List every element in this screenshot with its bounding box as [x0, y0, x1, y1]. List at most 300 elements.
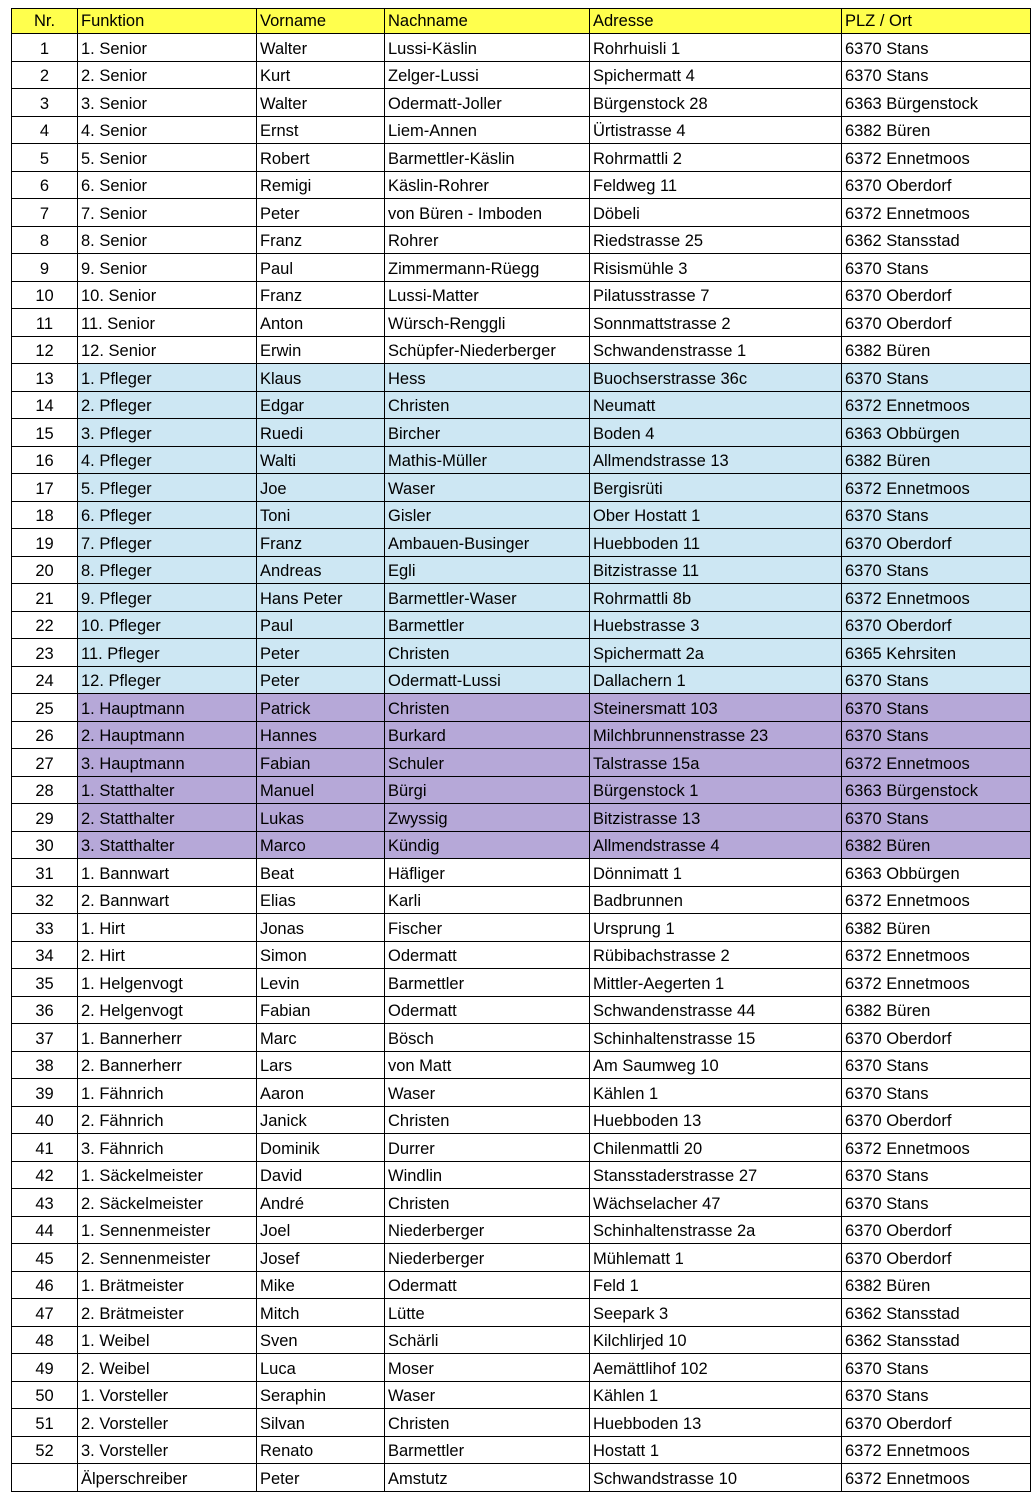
cell-nachname: Egli	[385, 556, 590, 584]
cell-funktion: 2. Sennenmeister	[78, 1244, 257, 1272]
cell-nr: 13	[12, 364, 78, 392]
cell-plz-ort: 6372 Ennetmoos	[842, 1134, 1031, 1162]
table-row	[12, 1381, 1031, 1409]
cell-nachname: Odermatt	[385, 941, 590, 969]
cell-funktion: 3. Pfleger	[78, 419, 257, 447]
cell-vorname: Joe	[257, 474, 385, 502]
cell-plz-ort: 6382 Büren	[842, 336, 1031, 364]
cell-vorname: Simon	[257, 941, 385, 969]
cell-plz-ort: 6370 Stans	[842, 804, 1031, 832]
header-nachname: Nachname	[385, 9, 590, 34]
cell-nr: 45	[12, 1244, 78, 1272]
cell-vorname: Ernst	[257, 116, 385, 144]
table-row	[12, 226, 1031, 254]
cell-vorname: Josef	[257, 1244, 385, 1272]
cell-adresse: Huebboden 13	[590, 1106, 842, 1134]
table-row	[12, 1216, 1031, 1244]
cell-nr: 21	[12, 584, 78, 612]
cell-adresse: Huebstrasse 3	[590, 611, 842, 639]
cell-nachname: Barmettler-Käslin	[385, 144, 590, 172]
cell-vorname: Fabian	[257, 749, 385, 777]
cell-funktion: 2. Hirt	[78, 941, 257, 969]
table-row	[12, 529, 1031, 557]
cell-nr: 1	[12, 34, 78, 62]
cell-plz-ort: 6372 Ennetmoos	[842, 749, 1031, 777]
table-row	[12, 364, 1031, 392]
table-row	[12, 886, 1031, 914]
cell-vorname: Erwin	[257, 336, 385, 364]
cell-nachname: Schärli	[385, 1326, 590, 1354]
cell-adresse: Bürgenstock 1	[590, 776, 842, 804]
cell-adresse: Boden 4	[590, 419, 842, 447]
cell-funktion: 1. Helgenvogt	[78, 969, 257, 997]
cell-plz-ort: 6370 Oberdorf	[842, 171, 1031, 199]
cell-adresse: Mühlematt 1	[590, 1244, 842, 1272]
cell-funktion: 5. Pfleger	[78, 474, 257, 502]
cell-vorname: André	[257, 1189, 385, 1217]
cell-funktion: 3. Statthalter	[78, 831, 257, 859]
cell-adresse: Dallachern 1	[590, 666, 842, 694]
cell-nachname: Odermatt	[385, 1271, 590, 1299]
cell-funktion: 1. Senior	[78, 34, 257, 62]
cell-vorname: Renato	[257, 1436, 385, 1464]
cell-adresse: Huebboden 13	[590, 1409, 842, 1437]
cell-funktion: 2. Helgenvogt	[78, 996, 257, 1024]
cell-adresse: Ober Hostatt 1	[590, 501, 842, 529]
table-row	[12, 501, 1031, 529]
cell-nr: 36	[12, 996, 78, 1024]
cell-vorname: Marc	[257, 1024, 385, 1052]
cell-plz-ort: 6370 Stans	[842, 1051, 1031, 1079]
cell-nr: 11	[12, 309, 78, 337]
cell-plz-ort: 6363 Bürgenstock	[842, 776, 1031, 804]
cell-nr: 43	[12, 1189, 78, 1217]
cell-plz-ort: 6370 Oberdorf	[842, 1244, 1031, 1272]
cell-nachname: Schüpfer-Niederberger	[385, 336, 590, 364]
cell-adresse: Mittler-Aegerten 1	[590, 969, 842, 997]
cell-adresse: Schwandstrasse 10	[590, 1464, 842, 1492]
cell-plz-ort: 6370 Stans	[842, 721, 1031, 749]
header-nr: Nr.	[12, 9, 78, 34]
cell-adresse: Schwandenstrasse 1	[590, 336, 842, 364]
cell-nr: 40	[12, 1106, 78, 1134]
cell-funktion: 2. Fähnrich	[78, 1106, 257, 1134]
cell-adresse: Steinersmatt 103	[590, 694, 842, 722]
cell-nr: 48	[12, 1326, 78, 1354]
cell-plz-ort: 6372 Ennetmoos	[842, 1464, 1031, 1492]
cell-nr: 27	[12, 749, 78, 777]
cell-funktion: 2. Senior	[78, 61, 257, 89]
cell-nachname: Lussi-Matter	[385, 281, 590, 309]
cell-vorname: Andreas	[257, 556, 385, 584]
cell-vorname: Sven	[257, 1326, 385, 1354]
cell-nachname: Christen	[385, 391, 590, 419]
cell-plz-ort: 6362 Stansstad	[842, 1326, 1031, 1354]
cell-funktion: 2. Vorsteller	[78, 1409, 257, 1437]
cell-nachname: Odermatt-Lussi	[385, 666, 590, 694]
cell-adresse: Bitzistrasse 13	[590, 804, 842, 832]
cell-vorname: Franz	[257, 281, 385, 309]
cell-vorname: Peter	[257, 1464, 385, 1492]
cell-plz-ort: 6372 Ennetmoos	[842, 1436, 1031, 1464]
table-row	[12, 556, 1031, 584]
cell-vorname: Lukas	[257, 804, 385, 832]
cell-nr: 10	[12, 281, 78, 309]
cell-nachname: Ambauen-Businger	[385, 529, 590, 557]
cell-vorname: Edgar	[257, 391, 385, 419]
cell-funktion: Älperschreiber	[78, 1464, 257, 1492]
cell-vorname: Dominik	[257, 1134, 385, 1162]
cell-plz-ort: 6372 Ennetmoos	[842, 584, 1031, 612]
table-row	[12, 1024, 1031, 1052]
cell-nr: 49	[12, 1354, 78, 1382]
cell-nr: 17	[12, 474, 78, 502]
cell-nr: 25	[12, 694, 78, 722]
cell-vorname: Mitch	[257, 1299, 385, 1327]
header-funktion: Funktion	[78, 9, 257, 34]
cell-adresse: Spichermatt 4	[590, 61, 842, 89]
cell-nr: 7	[12, 199, 78, 227]
table-row	[12, 171, 1031, 199]
cell-nachname: Burkard	[385, 721, 590, 749]
cell-vorname: Fabian	[257, 996, 385, 1024]
cell-nr: 12	[12, 336, 78, 364]
cell-nr: 41	[12, 1134, 78, 1162]
cell-funktion: 12. Senior	[78, 336, 257, 364]
cell-nr: 20	[12, 556, 78, 584]
cell-nachname: Fischer	[385, 914, 590, 942]
cell-vorname: Klaus	[257, 364, 385, 392]
cell-nr: 9	[12, 254, 78, 282]
cell-plz-ort: 6370 Oberdorf	[842, 309, 1031, 337]
table-row	[12, 1189, 1031, 1217]
cell-nr: 47	[12, 1299, 78, 1327]
table-row	[12, 254, 1031, 282]
cell-adresse: Rübibachstrasse 2	[590, 941, 842, 969]
cell-nachname: Odermatt	[385, 996, 590, 1024]
table-row	[12, 1409, 1031, 1437]
cell-plz-ort: 6365 Kehrsiten	[842, 639, 1031, 667]
cell-vorname: Silvan	[257, 1409, 385, 1437]
cell-plz-ort: 6370 Stans	[842, 61, 1031, 89]
cell-vorname: Janick	[257, 1106, 385, 1134]
table-row	[12, 89, 1031, 117]
cell-funktion: 11. Senior	[78, 309, 257, 337]
cell-vorname: Mike	[257, 1271, 385, 1299]
table-row	[12, 1464, 1031, 1492]
cell-plz-ort: 6370 Stans	[842, 1354, 1031, 1382]
cell-nachname: Hess	[385, 364, 590, 392]
cell-funktion: 6. Senior	[78, 171, 257, 199]
cell-vorname: Remigi	[257, 171, 385, 199]
table-row	[12, 1051, 1031, 1079]
cell-funktion: 6. Pfleger	[78, 501, 257, 529]
cell-plz-ort: 6370 Oberdorf	[842, 281, 1031, 309]
cell-nr: 29	[12, 804, 78, 832]
header-plz-ort: PLZ / Ort	[842, 9, 1031, 34]
cell-plz-ort: 6363 Bürgenstock	[842, 89, 1031, 117]
cell-nachname: Durrer	[385, 1134, 590, 1162]
table-row	[12, 116, 1031, 144]
cell-funktion: 1. Pfleger	[78, 364, 257, 392]
cell-nr: 15	[12, 419, 78, 447]
table-row	[12, 804, 1031, 832]
cell-adresse: Kählen 1	[590, 1381, 842, 1409]
cell-vorname: Paul	[257, 254, 385, 282]
cell-plz-ort: 6370 Stans	[842, 666, 1031, 694]
cell-nr: 33	[12, 914, 78, 942]
cell-nachname: Waser	[385, 1381, 590, 1409]
cell-funktion: 12. Pfleger	[78, 666, 257, 694]
cell-vorname: Manuel	[257, 776, 385, 804]
header-vorname: Vorname	[257, 9, 385, 34]
cell-nr: 52	[12, 1436, 78, 1464]
cell-adresse: Kilchlirjed 10	[590, 1326, 842, 1354]
cell-plz-ort: 6370 Oberdorf	[842, 529, 1031, 557]
cell-nachname: Schuler	[385, 749, 590, 777]
cell-adresse: Dönnimatt 1	[590, 859, 842, 887]
table-row	[12, 144, 1031, 172]
cell-funktion: 7. Pfleger	[78, 529, 257, 557]
cell-funktion: 1. Sennenmeister	[78, 1216, 257, 1244]
cell-funktion: 2. Brätmeister	[78, 1299, 257, 1327]
cell-vorname: Joel	[257, 1216, 385, 1244]
cell-adresse: Buochserstrasse 36c	[590, 364, 842, 392]
cell-funktion: 2. Bannerherr	[78, 1051, 257, 1079]
cell-nr: 26	[12, 721, 78, 749]
member-table	[11, 8, 1031, 1492]
cell-nr: 14	[12, 391, 78, 419]
table-row	[12, 996, 1031, 1024]
cell-plz-ort: 6372 Ennetmoos	[842, 886, 1031, 914]
cell-funktion: 1. Weibel	[78, 1326, 257, 1354]
table-row	[12, 969, 1031, 997]
cell-adresse: Rohrhuisli 1	[590, 34, 842, 62]
cell-funktion: 10. Pfleger	[78, 611, 257, 639]
table-row	[12, 1299, 1031, 1327]
cell-plz-ort: 6372 Ennetmoos	[842, 474, 1031, 502]
cell-nr: 35	[12, 969, 78, 997]
cell-plz-ort: 6362 Stansstad	[842, 226, 1031, 254]
table-body	[12, 34, 1031, 1492]
table-row	[12, 34, 1031, 62]
cell-adresse: Bitzistrasse 11	[590, 556, 842, 584]
cell-funktion: 3. Fähnrich	[78, 1134, 257, 1162]
cell-nr: 22	[12, 611, 78, 639]
cell-nr: 50	[12, 1381, 78, 1409]
cell-vorname: Lars	[257, 1051, 385, 1079]
cell-adresse: Allmendstrasse 4	[590, 831, 842, 859]
cell-nr	[12, 1464, 78, 1492]
cell-vorname: Aaron	[257, 1079, 385, 1107]
cell-plz-ort: 6370 Oberdorf	[842, 1409, 1031, 1437]
cell-nachname: Niederberger	[385, 1216, 590, 1244]
cell-funktion: 1. Säckelmeister	[78, 1161, 257, 1189]
cell-nr: 6	[12, 171, 78, 199]
cell-adresse: Huebboden 11	[590, 529, 842, 557]
cell-funktion: 8. Pfleger	[78, 556, 257, 584]
cell-plz-ort: 6370 Stans	[842, 1161, 1031, 1189]
cell-funktion: 2. Säckelmeister	[78, 1189, 257, 1217]
cell-plz-ort: 6363 Obbürgen	[842, 859, 1031, 887]
cell-nr: 32	[12, 886, 78, 914]
cell-plz-ort: 6370 Oberdorf	[842, 1106, 1031, 1134]
cell-nachname: Liem-Annen	[385, 116, 590, 144]
cell-plz-ort: 6370 Stans	[842, 556, 1031, 584]
cell-adresse: Chilenmattli 20	[590, 1134, 842, 1162]
cell-vorname: Seraphin	[257, 1381, 385, 1409]
header-adresse: Adresse	[590, 9, 842, 34]
cell-plz-ort: 6382 Büren	[842, 914, 1031, 942]
cell-funktion: 8. Senior	[78, 226, 257, 254]
cell-nr: 46	[12, 1271, 78, 1299]
cell-adresse: Bürgenstock 28	[590, 89, 842, 117]
cell-nr: 16	[12, 446, 78, 474]
cell-funktion: 3. Senior	[78, 89, 257, 117]
cell-adresse: Hostatt 1	[590, 1436, 842, 1464]
cell-nr: 2	[12, 61, 78, 89]
cell-plz-ort: 6372 Ennetmoos	[842, 144, 1031, 172]
cell-nr: 34	[12, 941, 78, 969]
cell-nr: 23	[12, 639, 78, 667]
cell-nachname: Barmettler	[385, 1436, 590, 1464]
table-row	[12, 914, 1031, 942]
cell-vorname: Peter	[257, 199, 385, 227]
table-row	[12, 1271, 1031, 1299]
cell-vorname: Hannes	[257, 721, 385, 749]
cell-nr: 24	[12, 666, 78, 694]
cell-plz-ort: 6382 Büren	[842, 996, 1031, 1024]
cell-funktion: 1. Brätmeister	[78, 1271, 257, 1299]
cell-plz-ort: 6370 Stans	[842, 364, 1031, 392]
table-row	[12, 61, 1031, 89]
table-row	[12, 721, 1031, 749]
cell-vorname: Franz	[257, 529, 385, 557]
cell-vorname: Jonas	[257, 914, 385, 942]
cell-vorname: Walter	[257, 34, 385, 62]
cell-nr: 38	[12, 1051, 78, 1079]
cell-plz-ort: 6372 Ennetmoos	[842, 941, 1031, 969]
cell-vorname: Franz	[257, 226, 385, 254]
cell-vorname: Patrick	[257, 694, 385, 722]
table-row	[12, 1436, 1031, 1464]
cell-nachname: Karli	[385, 886, 590, 914]
cell-funktion: 2. Statthalter	[78, 804, 257, 832]
cell-adresse: Aemättlihof 102	[590, 1354, 842, 1382]
cell-nachname: Barmettler-Waser	[385, 584, 590, 612]
cell-vorname: Paul	[257, 611, 385, 639]
cell-plz-ort: 6370 Stans	[842, 1079, 1031, 1107]
cell-nachname: Windlin	[385, 1161, 590, 1189]
cell-nr: 39	[12, 1079, 78, 1107]
cell-adresse: Feld 1	[590, 1271, 842, 1299]
cell-adresse: Rohrmattli 2	[590, 144, 842, 172]
cell-nachname: Zwyssig	[385, 804, 590, 832]
cell-adresse: Talstrasse 15a	[590, 749, 842, 777]
cell-adresse: Schinhaltenstrasse 15	[590, 1024, 842, 1052]
cell-vorname: Toni	[257, 501, 385, 529]
table-row	[12, 639, 1031, 667]
cell-funktion: 4. Senior	[78, 116, 257, 144]
cell-nachname: Barmettler	[385, 611, 590, 639]
cell-vorname: Peter	[257, 666, 385, 694]
cell-nachname: Zimmermann-Rüegg	[385, 254, 590, 282]
cell-adresse: Wächselacher 47	[590, 1189, 842, 1217]
cell-plz-ort: 6370 Stans	[842, 501, 1031, 529]
cell-nachname: von Matt	[385, 1051, 590, 1079]
table-row	[12, 1161, 1031, 1189]
cell-nachname: Mathis-Müller	[385, 446, 590, 474]
cell-vorname: Levin	[257, 969, 385, 997]
cell-adresse: Ursprung 1	[590, 914, 842, 942]
table-row	[12, 391, 1031, 419]
cell-funktion: 3. Hauptmann	[78, 749, 257, 777]
cell-funktion: 1. Hirt	[78, 914, 257, 942]
cell-vorname: Luca	[257, 1354, 385, 1382]
cell-nachname: Amstutz	[385, 1464, 590, 1492]
cell-funktion: 2. Hauptmann	[78, 721, 257, 749]
cell-vorname: Walter	[257, 89, 385, 117]
cell-funktion: 1. Bannerherr	[78, 1024, 257, 1052]
cell-funktion: 1. Hauptmann	[78, 694, 257, 722]
cell-nachname: Bircher	[385, 419, 590, 447]
cell-funktion: 1. Vorsteller	[78, 1381, 257, 1409]
table-row	[12, 281, 1031, 309]
cell-nachname: Bösch	[385, 1024, 590, 1052]
cell-vorname: Beat	[257, 859, 385, 887]
cell-funktion: 10. Senior	[78, 281, 257, 309]
table-row	[12, 584, 1031, 612]
cell-plz-ort: 6370 Stans	[842, 34, 1031, 62]
table-row	[12, 474, 1031, 502]
cell-adresse: Riedstrasse 25	[590, 226, 842, 254]
cell-nachname: Kündig	[385, 831, 590, 859]
cell-nr: 37	[12, 1024, 78, 1052]
cell-adresse: Rohrmattli 8b	[590, 584, 842, 612]
cell-plz-ort: 6372 Ennetmoos	[842, 199, 1031, 227]
cell-adresse: Feldweg 11	[590, 171, 842, 199]
table-row	[12, 1106, 1031, 1134]
cell-funktion: 1. Fähnrich	[78, 1079, 257, 1107]
cell-funktion: 2. Weibel	[78, 1354, 257, 1382]
table-row	[12, 1134, 1031, 1162]
cell-vorname: David	[257, 1161, 385, 1189]
cell-nachname: Lussi-Käslin	[385, 34, 590, 62]
cell-adresse: Ürtistrasse 4	[590, 116, 842, 144]
cell-funktion: 4. Pfleger	[78, 446, 257, 474]
cell-vorname: Ruedi	[257, 419, 385, 447]
cell-nachname: Christen	[385, 694, 590, 722]
cell-plz-ort: 6382 Büren	[842, 446, 1031, 474]
cell-adresse: Stansstaderstrasse 27	[590, 1161, 842, 1189]
table-row	[12, 1079, 1031, 1107]
cell-nr: 30	[12, 831, 78, 859]
cell-funktion: 3. Vorsteller	[78, 1436, 257, 1464]
cell-nr: 28	[12, 776, 78, 804]
table-row	[12, 199, 1031, 227]
table-row	[12, 336, 1031, 364]
table-row	[12, 611, 1031, 639]
cell-adresse: Seepark 3	[590, 1299, 842, 1327]
cell-nr: 19	[12, 529, 78, 557]
table-row	[12, 941, 1031, 969]
cell-vorname: Anton	[257, 309, 385, 337]
cell-nachname: Häfliger	[385, 859, 590, 887]
cell-adresse: Bergisrüti	[590, 474, 842, 502]
cell-vorname: Walti	[257, 446, 385, 474]
cell-vorname: Kurt	[257, 61, 385, 89]
cell-plz-ort: 6372 Ennetmoos	[842, 969, 1031, 997]
